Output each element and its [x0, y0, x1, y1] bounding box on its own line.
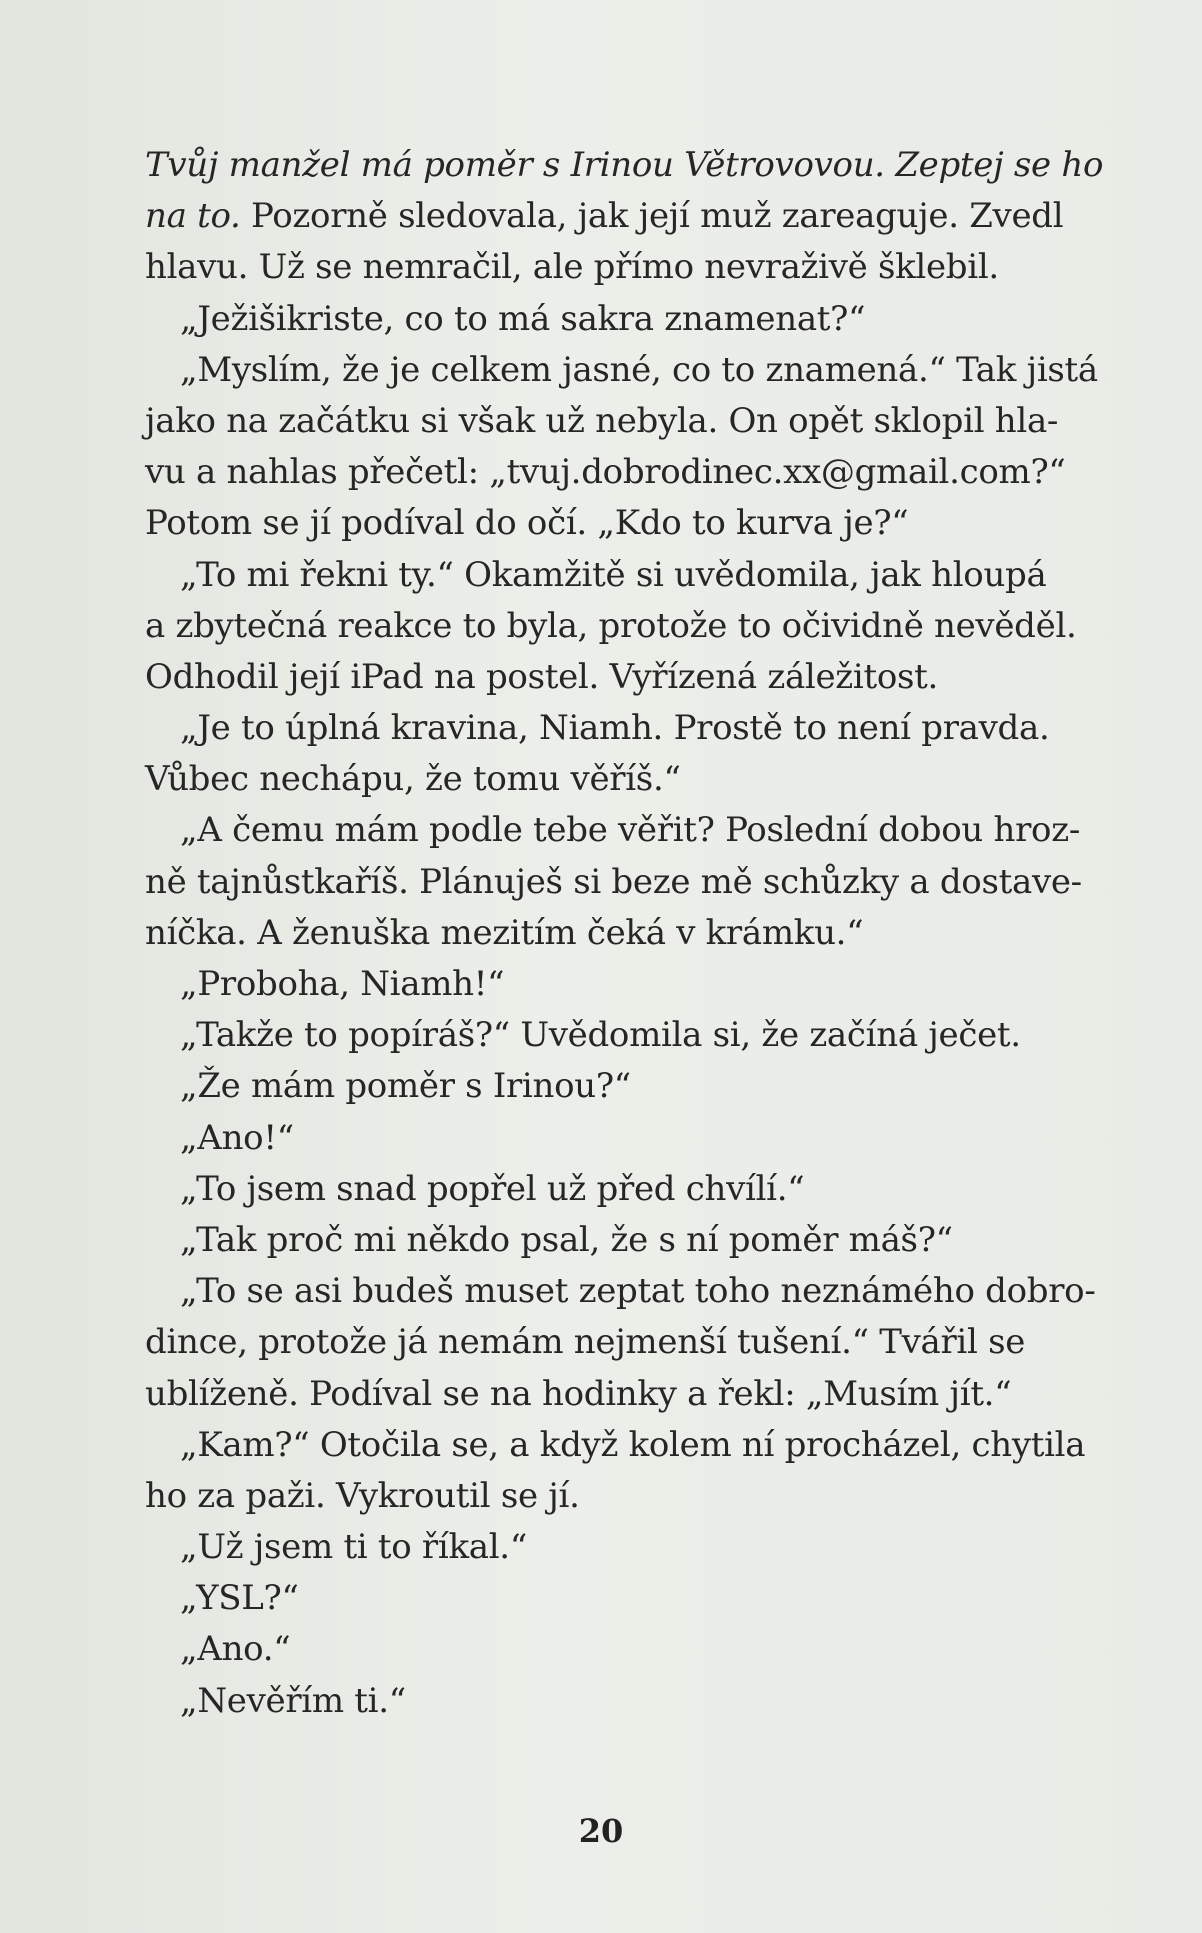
body-text: [145, 140, 1104, 1727]
text-line: [145, 1573, 1075, 1624]
page-number: 20: [578, 1812, 624, 1850]
line-text: níčka. A ženuška mezitím čeká v krámku.“: [145, 912, 864, 953]
text-line: [145, 1215, 1075, 1266]
text-line: [145, 447, 1075, 498]
text-line: [145, 294, 1075, 345]
line-text: „Takže to popíráš?“ Uvědomila si, že začíná ječet.: [180, 1015, 1021, 1056]
line-text: dince, protože já nemám nejmenší tušení.“ Tvářil se: [145, 1322, 1026, 1363]
line-text: „To se asi budeš muset zeptat toho neznámého dobro-: [180, 1271, 1096, 1312]
text-line: [145, 1420, 1086, 1471]
line-text: „Ano.“: [180, 1629, 291, 1670]
text-line: [145, 396, 1075, 447]
text-line: [145, 652, 1075, 703]
text-line: [145, 1676, 1075, 1727]
text-line: [145, 1164, 1075, 1215]
text-line: [145, 550, 1075, 601]
line-text: „To mi řekni ty.“ Okamžitě si uvědomila, jak hloupá: [180, 554, 1047, 595]
line-text: „Už jsem ti to říkal.“: [180, 1527, 527, 1568]
text-line: [145, 1010, 1075, 1061]
text-line: [145, 498, 1075, 549]
line-text: hlavu. Už se nemračil, ale přímo nevraživě šklebil.: [145, 247, 999, 288]
line-text: vu a nahlas přečetl: „tvuj.dobrodinec.xx@gmail.com?“: [145, 452, 1066, 493]
line-text: „Ano!“: [180, 1117, 294, 1158]
line-text: „YSL?“: [180, 1578, 299, 1619]
text-line: [145, 601, 1075, 652]
text-line: [145, 242, 1075, 293]
text-line: [145, 908, 1075, 959]
line-text: Vůbec nechápu, že tomu věříš.“: [145, 759, 681, 800]
line-text: ně tajnůstkaříš. Plánuješ si beze mě schůzky a dostave-: [145, 861, 1082, 902]
line-text: „Nevěřím ti.“: [180, 1680, 406, 1721]
line-text: a zbytečná reakce to byla, protože to očividně nevěděl.: [145, 605, 1077, 646]
text-line: [145, 1061, 1075, 1112]
line-text: „Kam?“ Otočila se, a když kolem ní procházel, chytila: [180, 1424, 1086, 1465]
text-line: [145, 140, 1104, 191]
text-line: [145, 1522, 1075, 1573]
text-line: [145, 345, 1098, 396]
line-text: „Proboha, Niamh!“: [180, 964, 505, 1004]
line-text: jako na začátku si však už nebyla. On opět sklopil hla-: [145, 400, 1059, 441]
line-text: „Ježišikriste, co to má sakra znamenat?“: [180, 298, 866, 339]
text-line: [145, 1624, 1075, 1675]
line-text: Pozorně sledovala, jak její muž zareaguje. Zvedl: [240, 196, 1064, 237]
line-text: „Že mám poměr s Irinou?“: [180, 1066, 631, 1107]
line-text: ublíženě. Podíval se na hodinky a řekl: „Musím jít.“: [145, 1373, 1012, 1414]
line-text: „Tak proč mi někdo psal, že s ní poměr máš?“: [180, 1219, 953, 1260]
text-line: [145, 1266, 1096, 1317]
line-text: Odhodil její iPad na postel. Vyřízená záležitost.: [145, 656, 939, 697]
text-line: [145, 959, 1075, 1010]
text-line: [145, 1369, 1075, 1420]
text-line: [145, 703, 1075, 754]
text-line: [145, 857, 1082, 908]
line-text: „Myslím, že je celkem jasné, co to znamená.“ Tak jistá: [180, 349, 1098, 390]
line-text: „A čemu mám podle tebe věřit? Poslední dobou hroz-: [180, 810, 1081, 851]
italic-text: Tvůj manžel má poměr s Irinou Větrovovou. Zeptej se ho: [145, 145, 1104, 185]
italic-text: na to.: [145, 196, 241, 237]
line-text: „To jsem snad popřel už před chvílí.“: [180, 1168, 805, 1209]
text-line: [145, 1317, 1075, 1368]
text-line: [145, 754, 1075, 805]
line-text: Potom se jí podíval do očí. „Kdo to kurva je?“: [145, 503, 909, 544]
text-line: [145, 1113, 1075, 1164]
line-text: ho za paži. Vykroutil se jí.: [145, 1475, 580, 1516]
line-text: „Je to úplná kravina, Niamh. Prostě to není pravda.: [180, 708, 1050, 749]
text-line: [145, 191, 1075, 242]
text-line: [145, 1471, 1075, 1522]
text-line: [145, 805, 1081, 856]
